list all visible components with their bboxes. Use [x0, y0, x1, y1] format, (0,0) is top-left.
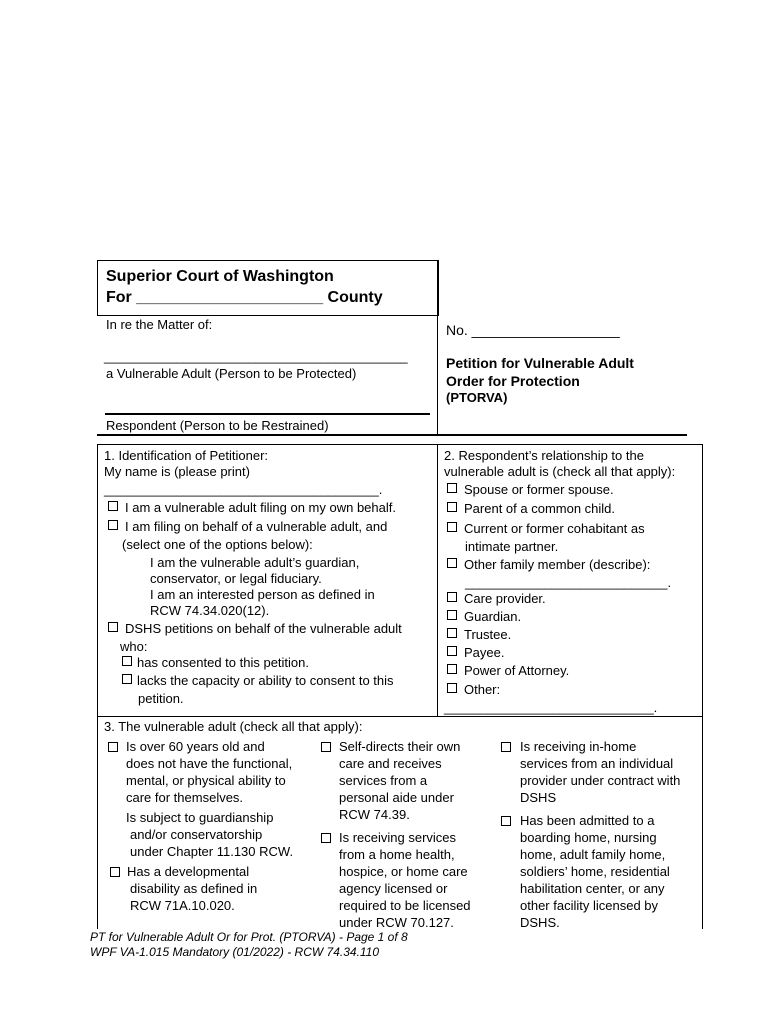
petitioner-name-label: My name is (please print) [104, 464, 250, 479]
rel-cohabitant-label: Current or former cohabitant as [464, 521, 645, 536]
option-own-behalf-label: I am a vulnerable adult filing on my own behalf. [125, 500, 396, 515]
va-receiving-services-line: Is receiving services [339, 830, 457, 845]
caption-bottom-rule [97, 434, 687, 436]
checkbox[interactable] [447, 522, 457, 532]
checkbox[interactable] [501, 742, 511, 752]
rel-guardian[interactable] [447, 609, 521, 625]
matter-label: In re the Matter of: [106, 317, 213, 332]
document-code: (PTORVA) [446, 390, 508, 405]
checkbox[interactable] [122, 656, 132, 666]
footer-line2: WPF VA-1.015 Mandatory (01/2022) - RCW 74.34.110 [90, 945, 380, 959]
case-number-field[interactable]: No. ___________________ [446, 322, 620, 338]
va-in-home-line: DSHS [520, 790, 557, 805]
rel-other[interactable] [447, 682, 500, 698]
rel-spouse[interactable] [447, 482, 614, 498]
section3-heading: 3. The vulnerable adult (check all that apply): [104, 719, 363, 734]
va-admitted-facility-line: habilitation center, or any [520, 881, 665, 896]
checkbox[interactable] [108, 520, 118, 530]
rel-poa[interactable] [447, 663, 569, 679]
guardian-option-line2: conservator, or legal fiduciary. [150, 571, 322, 586]
va-over-60-line: mental, or physical ability to [126, 773, 286, 788]
va-over-60-line: care for themselves. [126, 790, 244, 805]
rel-poa-label: Power of Attorney. [464, 663, 570, 678]
va-admitted-facility-line: Has been admitted to a [520, 813, 655, 828]
checkbox[interactable] [108, 501, 118, 511]
rel-cohabitant-cont: intimate partner. [465, 539, 559, 554]
court-name: Superior Court of Washington [106, 268, 334, 285]
va-guardianship-line: Is subject to guardianship [126, 810, 274, 825]
va-developmental-line: Has a developmental [127, 864, 250, 879]
option-on-behalf-cont: (select one of the options below): [122, 537, 313, 552]
section2-heading-line2: vulnerable adult is (check all that apply): [444, 464, 676, 479]
respondent-label: Respondent (Person to be Restrained) [106, 418, 329, 433]
va-receiving-services-line: required to be licensed [339, 898, 471, 913]
checkbox[interactable] [108, 622, 118, 632]
option-lacks-cont: petition. [138, 691, 184, 706]
checkbox[interactable] [321, 833, 331, 843]
rel-parent-label: Parent of a common child. [464, 501, 616, 516]
va-receiving-services-line: from a home health, [339, 847, 455, 862]
footer-line1: PT for Vulnerable Adult Or for Prot. (PTORVA) - Page 1 of 8 [90, 930, 408, 944]
va-receiving-services-line: under RCW 70.127. [339, 915, 454, 930]
va-admitted-facility-line: boarding home, nursing [520, 830, 657, 845]
option-dshs[interactable] [108, 621, 402, 637]
option-on-behalf[interactable] [108, 519, 387, 535]
va-developmental-line: RCW 71A.10.020. [130, 898, 235, 913]
checkbox[interactable] [447, 558, 457, 568]
option-consented[interactable] [122, 655, 309, 671]
option-consented-label: has consented to this petition. [137, 655, 310, 670]
county-line[interactable]: For _____________________ County [106, 289, 383, 306]
va-developmental-line: disability as defined in [130, 881, 258, 896]
rel-family-describe-field[interactable]: ____________________________. [465, 575, 672, 590]
section1-heading: 1. Identification of Petitioner: [104, 448, 269, 463]
va-guardianship-line: and/or conservatorship [130, 827, 263, 842]
section2-heading-line1: 2. Respondent’s relationship to the [444, 448, 644, 463]
option-dshs-cont: who: [120, 639, 148, 654]
checkbox[interactable] [321, 742, 331, 752]
rel-trustee-label: Trustee. [464, 627, 512, 642]
rel-parent[interactable] [447, 501, 615, 517]
va-in-home-line: services from an individual [520, 756, 674, 771]
va-admitted-facility-line: other facility licensed by [520, 898, 659, 913]
va-admitted-facility-line: soldiers’ home, residential [520, 864, 670, 879]
va-in-home-line: provider under contract with [520, 773, 681, 788]
va-over-60-line: does not have the functional, [126, 756, 293, 771]
rel-care[interactable] [447, 591, 546, 607]
caption-divider [437, 260, 438, 436]
va-in-home-line: Is receiving in-home [520, 739, 637, 754]
interested-option-line2: RCW 74.34.020(12). [150, 603, 270, 618]
option-lacks[interactable] [122, 673, 394, 689]
respondent-name-line[interactable] [105, 413, 430, 415]
checkbox[interactable] [501, 816, 511, 826]
checkbox[interactable] [110, 867, 120, 877]
rel-spouse-label: Spouse or former spouse. [464, 482, 614, 497]
rel-family[interactable] [447, 557, 650, 573]
va-receiving-services-line: hospice, or home care [339, 864, 468, 879]
checkbox[interactable] [447, 683, 457, 693]
va-guardianship-line: under Chapter 11.130 RCW. [130, 844, 294, 859]
checkbox[interactable] [122, 674, 132, 684]
vulnerable-adult-label: a Vulnerable Adult (Person to be Protected) [106, 366, 357, 381]
va-self-directs-line: RCW 74.39. [339, 807, 410, 822]
va-self-directs-line: Self-directs their own [339, 739, 461, 754]
interested-option-line1[interactable]: I am an interested person as defined in [150, 587, 375, 602]
rel-guardian-label: Guardian. [464, 609, 522, 624]
option-on-behalf-label: I am filing on behalf of a vulnerable adult, and [125, 519, 388, 534]
option-dshs-label: DSHS petitions on behalf of the vulnerable adult [125, 621, 402, 636]
rel-care-label: Care provider. [464, 591, 546, 606]
checkbox[interactable] [447, 610, 457, 620]
checkbox[interactable] [447, 646, 457, 656]
va-self-directs-line: care and receives [339, 756, 442, 771]
petitioner-name-field[interactable]: ______________________________________. [104, 482, 383, 497]
rel-payee[interactable] [447, 645, 504, 661]
checkbox[interactable] [108, 742, 118, 752]
rel-trustee[interactable] [447, 627, 511, 643]
va-admitted-facility-line: DSHS. [520, 915, 560, 930]
va-admitted-facility-line: home, adult family home, [520, 847, 666, 862]
va-over-60-line: Is over 60 years old and [126, 739, 265, 754]
document-title-line1: Petition for Vulnerable Adult [446, 355, 634, 371]
checkbox[interactable] [447, 628, 457, 638]
rel-payee-label: Payee. [464, 645, 505, 660]
va-receiving-services-line: agency licensed or [339, 881, 448, 896]
checkbox[interactable] [447, 592, 457, 602]
vulnerable-adult-name-field[interactable]: __________________________________________ [104, 349, 408, 364]
rel-other-label: Other: [464, 682, 501, 697]
document-title-line2: Order for Protection [446, 373, 580, 389]
section-divider [437, 444, 438, 716]
checkbox[interactable] [447, 502, 457, 512]
checkbox[interactable] [447, 483, 457, 493]
va-self-directs-line: personal aide under [339, 790, 454, 805]
checkbox[interactable] [447, 664, 457, 674]
guardian-option-line1[interactable]: I am the vulnerable adult’s guardian, [150, 555, 360, 570]
rel-other-field[interactable]: _____________________________. [444, 700, 658, 715]
option-lacks-label: lacks the capacity or ability to consent to this [137, 673, 394, 688]
rel-family-label: Other family member (describe): [464, 557, 651, 572]
va-self-directs-line: services from a [339, 773, 428, 788]
option-own-behalf[interactable] [108, 500, 396, 516]
rel-cohabitant[interactable] [447, 521, 645, 537]
